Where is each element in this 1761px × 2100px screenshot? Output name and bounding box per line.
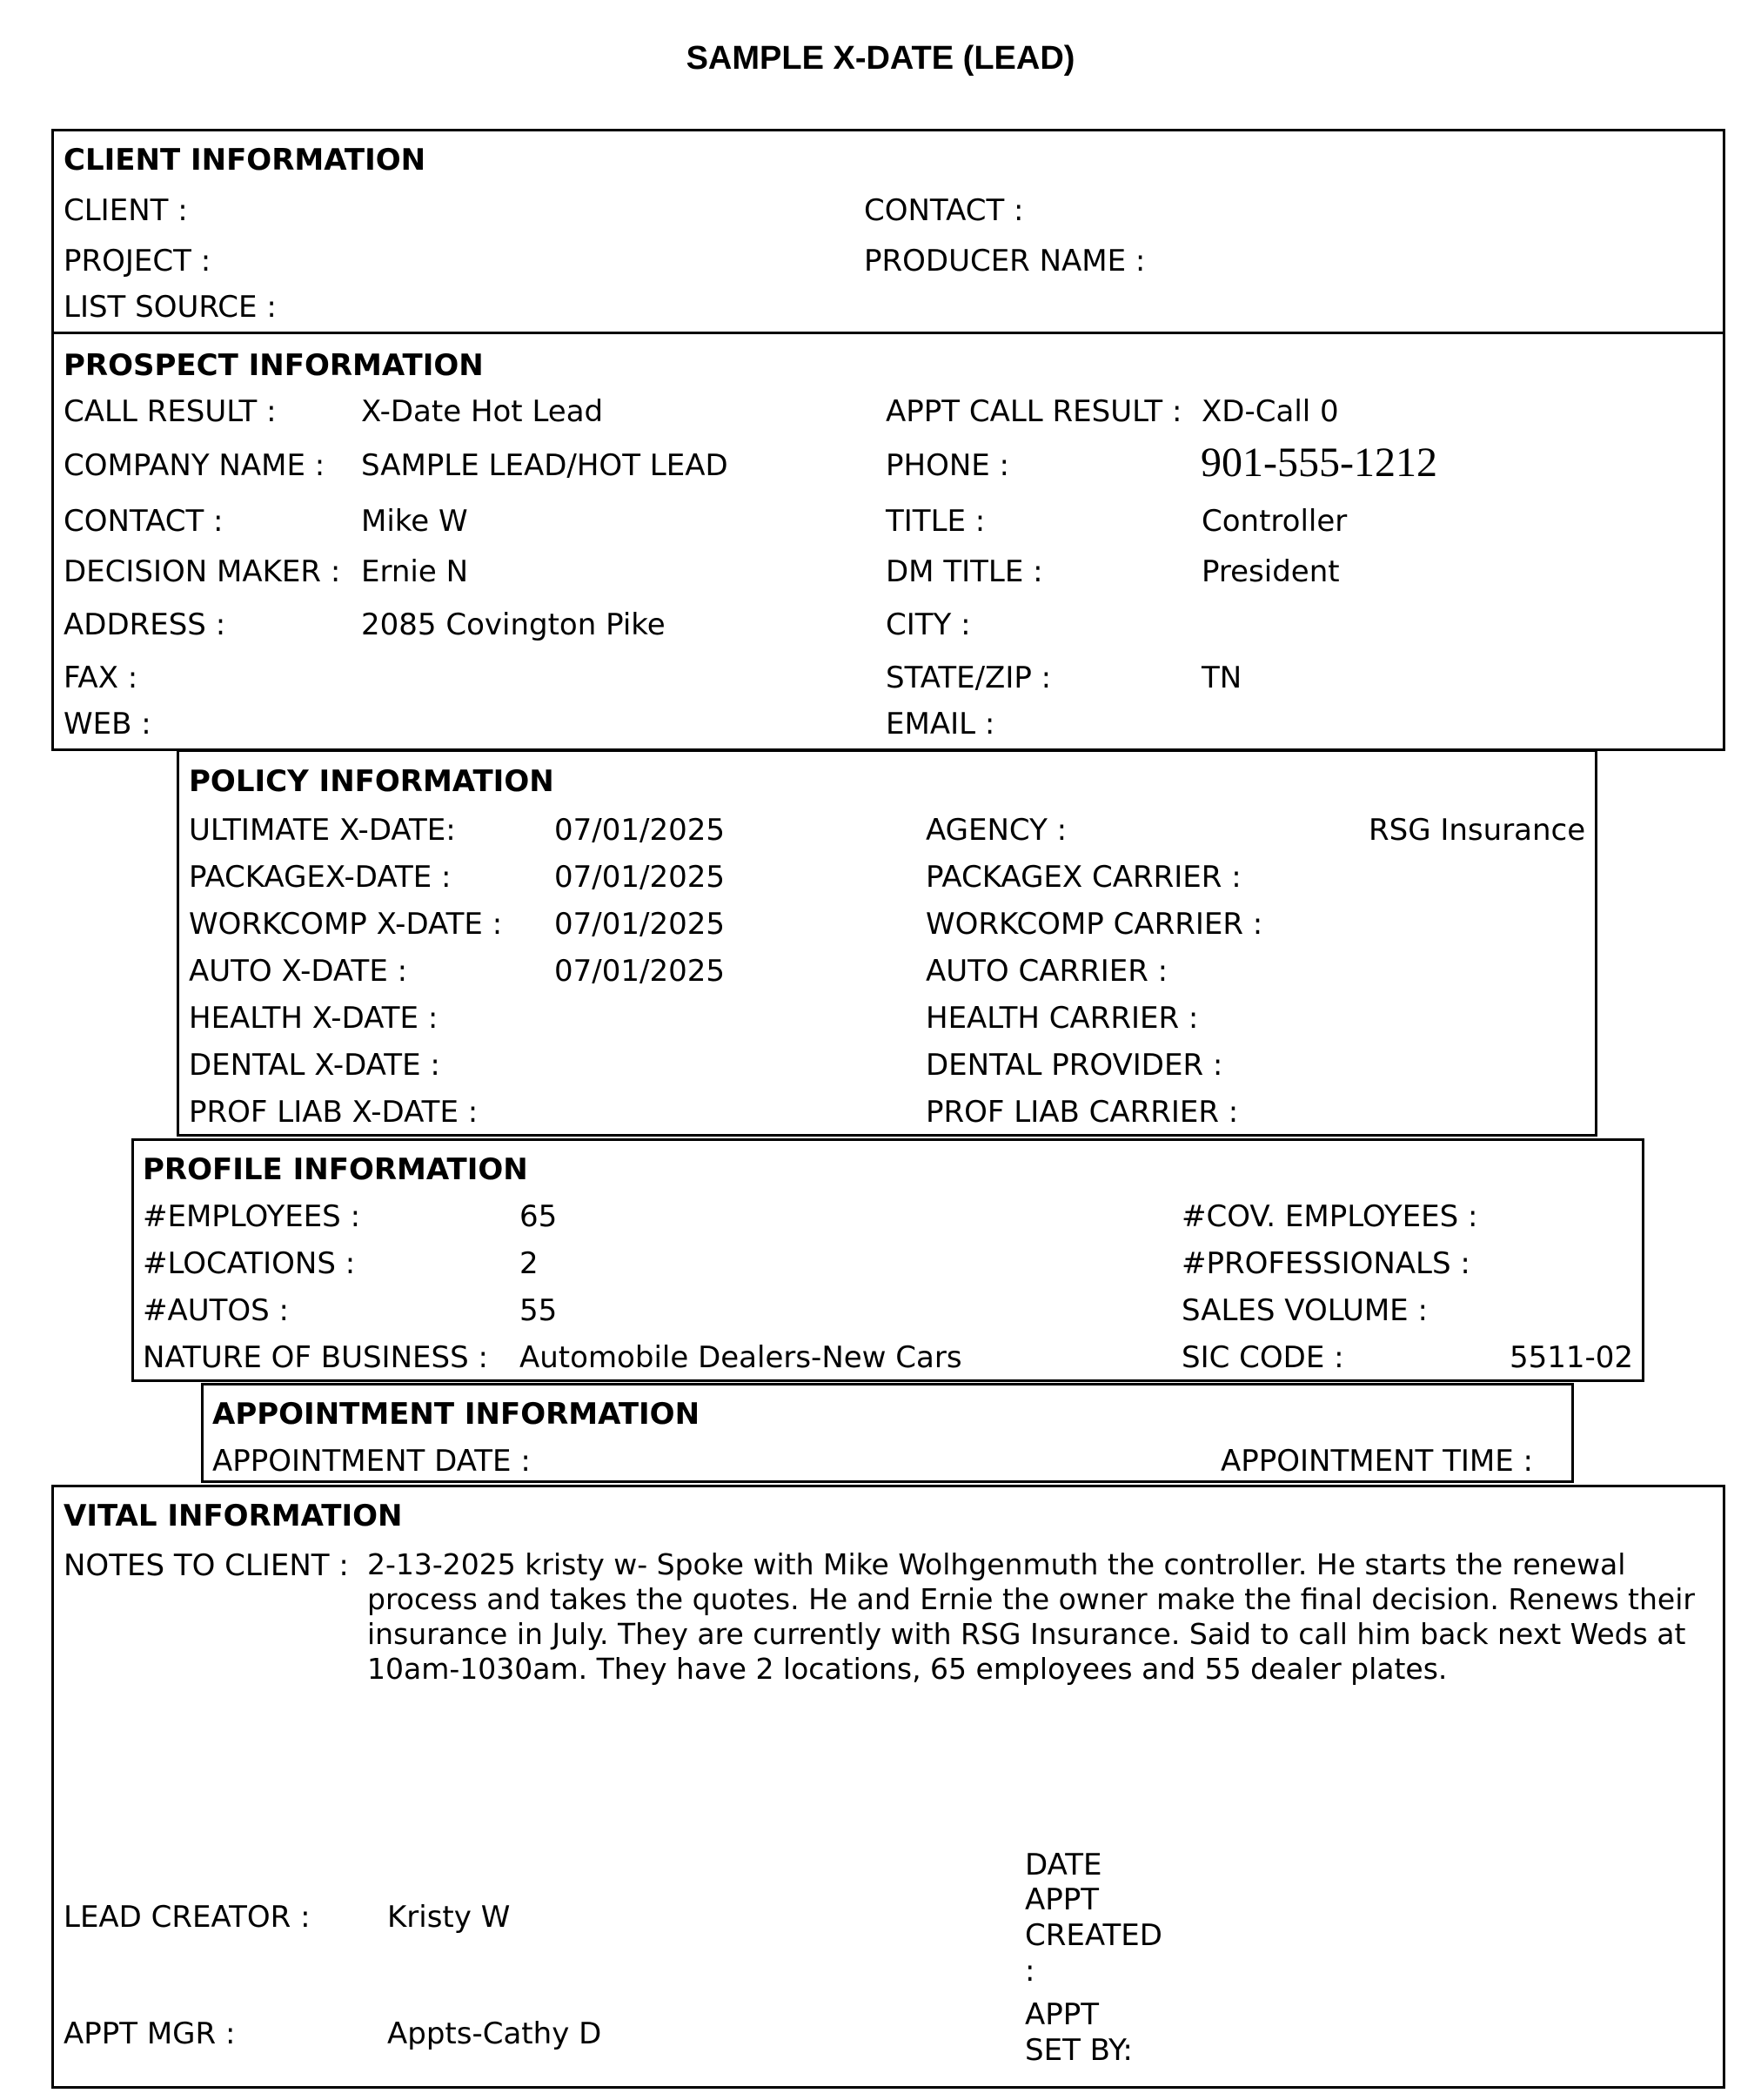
auto-x-date-value: 07/01/2025: [554, 954, 725, 989]
company-name-value: SAMPLE LEAD/HOT LEAD: [361, 448, 728, 483]
health-x-date-label: HEALTH X-DATE :: [189, 1001, 439, 1036]
notes-to-client-value: 2-13-2025 kristy w- Spoke with Mike Wolhgenmuth the controller. He starts the renewal process and takes the quotes. He and Ernie the owner make the final decision. Renews their insurance in July. They are currently with RSG Insurance. Said to call him back next Weds at 10am-1030am. They have 2 locations, 65 employees and 55 dealer plates.: [367, 1547, 1695, 1686]
professionals-label: #PROFESSIONALS :: [1182, 1246, 1470, 1281]
city-label: CITY :: [886, 607, 971, 642]
fax-label: FAX :: [64, 661, 138, 695]
list-source-label: LIST SOURCE :: [64, 290, 277, 325]
date-appt-created-line1: DATE: [1025, 1848, 1102, 1882]
call-result-label: CALL RESULT :: [64, 394, 277, 429]
client-contact-label: CONTACT :: [864, 193, 1024, 228]
dm-title-value: President: [1202, 554, 1340, 589]
employees-label: #EMPLOYEES :: [143, 1199, 361, 1234]
prospect-information-heading: PROSPECT INFORMATION: [64, 348, 484, 383]
workcomp-x-date-label: WORKCOMP X-DATE :: [189, 907, 503, 942]
prospect-contact-value: Mike W: [361, 504, 468, 539]
appt-mgr-label: APPT MGR :: [64, 2016, 236, 2051]
lead-creator-value: Kristy W: [387, 1900, 511, 1935]
email-label: EMAIL :: [886, 707, 995, 741]
nature-of-business-value: Automobile Dealers-New Cars: [519, 1340, 962, 1375]
auto-carrier-label: AUTO CARRIER :: [926, 954, 1168, 989]
date-appt-created-line2: APPT: [1025, 1882, 1100, 1917]
workcomp-x-date-value: 07/01/2025: [554, 907, 725, 942]
autos-value: 55: [519, 1293, 558, 1328]
prof-liab-x-date-label: PROF LIAB X-DATE :: [189, 1095, 479, 1130]
policy-information-heading: POLICY INFORMATION: [189, 764, 554, 799]
producer-name-label: PRODUCER NAME :: [864, 244, 1146, 278]
appointment-date-label: APPOINTMENT DATE :: [212, 1444, 531, 1479]
decision-maker-label: DECISION MAKER :: [64, 554, 341, 589]
cov-employees-label: #COV. EMPLOYEES :: [1182, 1199, 1478, 1234]
address-label: ADDRESS :: [64, 607, 226, 642]
company-name-label: COMPANY NAME :: [64, 448, 325, 483]
notes-to-client-label: NOTES TO CLIENT :: [64, 1548, 349, 1583]
title-label: TITLE :: [886, 504, 986, 539]
phone-value: 901-555-1212: [1201, 439, 1437, 486]
appt-mgr-value: Appts-Cathy D: [387, 2016, 602, 2051]
dm-title-label: DM TITLE :: [886, 554, 1043, 589]
package-carrier-label: PACKAGEX CARRIER :: [926, 860, 1242, 895]
appt-call-result-label: APPT CALL RESULT :: [886, 394, 1182, 429]
dental-provider-label: DENTAL PROVIDER :: [926, 1048, 1223, 1083]
agency-value: RSG Insurance: [1369, 813, 1586, 848]
ultimate-x-date-value: 07/01/2025: [554, 813, 725, 848]
decision-maker-value: Ernie N: [361, 554, 469, 589]
health-carrier-label: HEALTH CARRIER :: [926, 1001, 1199, 1036]
state-zip-label: STATE/ZIP :: [886, 661, 1052, 695]
client-label: CLIENT :: [64, 193, 188, 228]
locations-label: #LOCATIONS :: [143, 1246, 356, 1281]
ultimate-x-date-label: ULTIMATE X-DATE:: [189, 813, 456, 848]
package-x-date-label: PACKAGEX-DATE :: [189, 860, 452, 895]
agency-label: AGENCY :: [926, 813, 1068, 848]
appt-call-result-value: XD-Call 0: [1202, 394, 1339, 429]
auto-x-date-label: AUTO X-DATE :: [189, 954, 408, 989]
address-value: 2085 Covington Pike: [361, 607, 666, 642]
project-label: PROJECT :: [64, 244, 211, 278]
sic-code-label: SIC CODE :: [1182, 1340, 1344, 1375]
phone-label: PHONE :: [886, 448, 1010, 483]
state-zip-value: TN: [1202, 661, 1242, 695]
employees-value: 65: [519, 1199, 558, 1234]
date-appt-created-line4: :: [1025, 1954, 1035, 1989]
appointment-information-heading: APPOINTMENT INFORMATION: [212, 1397, 700, 1432]
lead-creator-label: LEAD CREATOR :: [64, 1900, 311, 1935]
workcomp-carrier-label: WORKCOMP CARRIER :: [926, 907, 1263, 942]
dental-x-date-label: DENTAL X-DATE :: [189, 1048, 440, 1083]
locations-value: 2: [519, 1246, 539, 1281]
nature-of-business-label: NATURE OF BUSINESS :: [143, 1340, 488, 1375]
prospect-contact-label: CONTACT :: [64, 504, 224, 539]
appt-set-by-line2: SET BY:: [1025, 2033, 1133, 2068]
appt-set-by-line1: APPT: [1025, 1997, 1100, 2032]
appointment-time-label: APPOINTMENT TIME :: [1221, 1444, 1533, 1479]
vital-information-heading: VITAL INFORMATION: [64, 1499, 403, 1533]
call-result-value: X-Date Hot Lead: [361, 394, 604, 429]
client-information-heading: CLIENT INFORMATION: [64, 143, 426, 178]
prof-liab-carrier-label: PROF LIAB CARRIER :: [926, 1095, 1239, 1130]
sic-code-value: 5511-02: [1510, 1340, 1634, 1375]
document-title: SAMPLE X-DATE (LEAD): [686, 40, 1075, 77]
title-value: Controller: [1202, 504, 1348, 539]
date-appt-created-line3: CREATED: [1025, 1918, 1162, 1953]
package-x-date-value: 07/01/2025: [554, 860, 725, 895]
autos-label: #AUTOS :: [143, 1293, 290, 1328]
profile-information-heading: PROFILE INFORMATION: [143, 1152, 528, 1187]
sales-volume-label: SALES VOLUME :: [1182, 1293, 1428, 1328]
web-label: WEB :: [64, 707, 151, 741]
